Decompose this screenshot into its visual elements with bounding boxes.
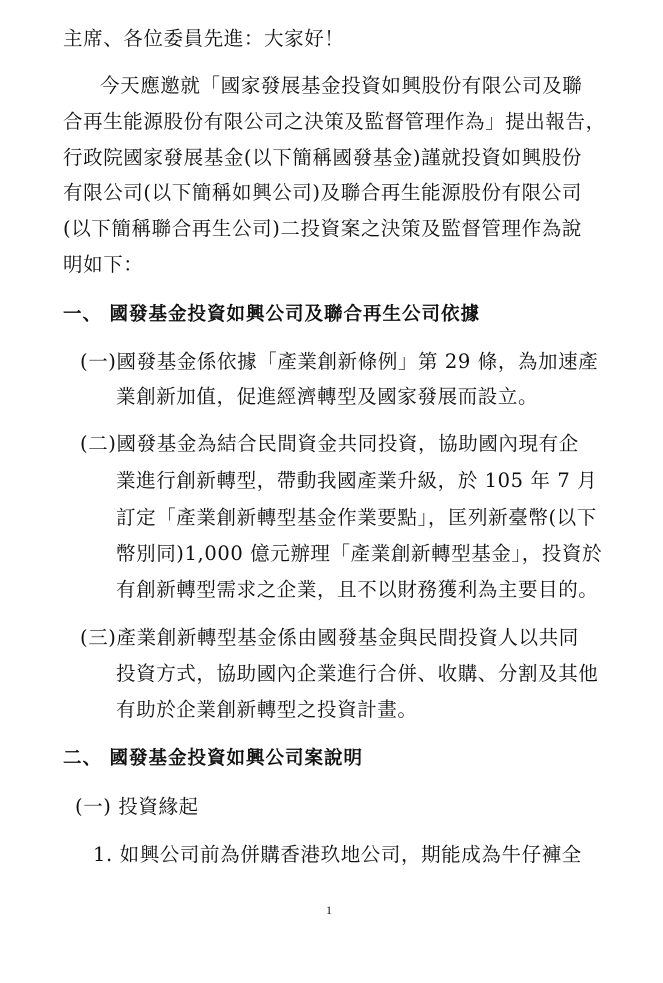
list-item-line: 業進行創新轉型，帶動我國產業升級，於 105 年 7 月 [116,469,598,492]
numbered-item-line: 1. 如興公司前為併購香港玖地公司，期能成為牛仔褲全 [93,843,582,866]
intro-line: 合再生能源股份有限公司之決策及監督管理作為」提出報告， [63,110,606,133]
intro-line: 行政院國家發展基金(以下簡稱國發基金)謹就投資如興股份 [63,146,582,169]
greeting: 主席、各位委員先進：大家好！ [63,27,345,50]
list-item-line: 投資方式，協助國內企業進行合併、收購、分割及其他 [116,662,599,685]
intro-line: 今天應邀就「國家發展基金投資如興股份有限公司及聯 [100,74,583,97]
section-heading: 二、 國發基金投資如興公司案說明 [63,748,363,769]
intro-line: 有限公司(以下簡稱如興公司)及聯合再生能源股份有限公司 [63,181,582,204]
section-heading: 一、 國發基金投資如興公司及聯合再生公司依據 [63,304,480,325]
list-item-line: 幣別同)1,000 億元辦理「產業創新轉型基金」，投資於 [116,542,603,565]
list-item-line: (二)國發基金為結合民間資金共同投資，協助國內現有企 [80,432,579,455]
list-item-line: (三)產業創新轉型基金係由國發基金與民間投資人以共同 [80,626,579,649]
list-item-line: 業創新加值，促進經濟轉型及國家發展而設立。 [116,385,539,408]
subsection-heading: (一) 投資緣起 [75,795,199,818]
list-item-line: 有助於企業創新轉型之投資計畫。 [116,698,418,721]
list-item-line: 有創新轉型需求之企業，且不以財務獲利為主要目的。 [116,578,599,601]
page-number: 1 [326,903,332,917]
intro-line: (以下簡稱聯合再生公司)二投資案之決策及監督管理作為說 [63,217,582,240]
intro-line: 明如下： [63,253,144,276]
list-item-line: 訂定「產業創新轉型基金作業要點」，匡列新臺幣(以下 [116,506,597,529]
list-item-line: (一)國發基金係依據「產業創新條例」第 29 條，為加速產 [80,350,599,373]
